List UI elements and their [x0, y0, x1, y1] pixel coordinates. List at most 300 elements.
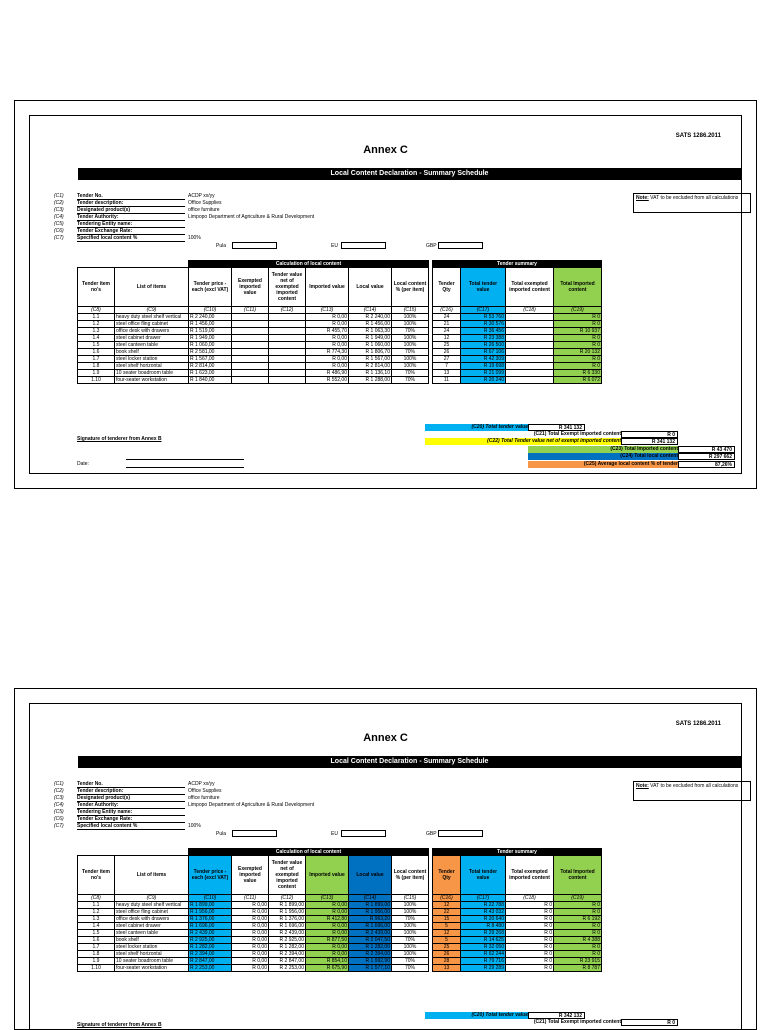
annex-page-2	[14, 688, 757, 1030]
cell-local: R 1 806,70	[349, 349, 392, 356]
header-label: Specified local content %	[77, 823, 138, 829]
cell-pct: 100%	[392, 909, 429, 916]
header-values	[188, 193, 314, 242]
cell-price: R 1 899,00	[189, 902, 232, 909]
col-code: (C19)	[554, 307, 602, 314]
cell-no: 1.7	[78, 356, 115, 363]
cell-timp: R 0	[554, 342, 602, 349]
col-head-totimp: Total Imported content	[554, 856, 602, 895]
col-head-list: List of items	[115, 856, 189, 895]
col-head-price: Tender price - each (excl VAT)	[189, 856, 232, 895]
cell-qty: 15	[433, 916, 461, 923]
cell-imp: R 774,30	[306, 349, 349, 356]
header-code: (C4)	[54, 214, 64, 220]
cell-price: R 2 394,00	[189, 951, 232, 958]
date-line-2	[126, 467, 244, 468]
cell-net: R 2 439,00	[269, 930, 306, 937]
date-label: Date:	[77, 461, 89, 467]
header-code: (C2)	[54, 200, 64, 206]
header-labels	[77, 781, 137, 830]
cell-texempt	[506, 314, 554, 321]
cell-exempt	[232, 335, 269, 342]
cell-exempt	[232, 342, 269, 349]
cell-imp: R 0,00	[306, 951, 349, 958]
header-value: Limpopo Department of Agriculture & Rural Development	[188, 802, 315, 808]
cell-timp: R 6 330	[554, 370, 602, 377]
cell-no: 1.2	[78, 909, 115, 916]
table-row	[78, 909, 602, 916]
header-label: Tender Exchange Rate:	[77, 228, 133, 234]
note-text: VAT to be excluded from all calculations	[648, 783, 739, 789]
header-codes	[54, 781, 64, 830]
cell-total: R 20 240	[461, 377, 506, 384]
cell-pct: 100%	[392, 930, 429, 937]
header-code: (C1)	[54, 781, 64, 787]
cell-item: heavy duty steel shelf vertical	[115, 314, 189, 321]
header-code: (C1)	[54, 193, 64, 199]
cell-price: R 1 840,00	[189, 377, 232, 384]
cell-item: steel locker station	[115, 944, 189, 951]
col-code: (C10)	[189, 307, 232, 314]
cell-timp: R 6 072	[554, 377, 602, 384]
cell-local: R 1 060,00	[349, 342, 392, 349]
cell-local: R 1 567,00	[349, 356, 392, 363]
col-head-localpct: Local content % (per item)	[392, 856, 429, 895]
header-label: Tender No.	[77, 193, 103, 199]
cell-item: book shelf	[115, 349, 189, 356]
cell-pct: 70%	[392, 958, 429, 965]
cell-net	[269, 356, 306, 363]
cell-imp: R 0,00	[306, 356, 349, 363]
cell-no: 1.3	[78, 916, 115, 923]
cell-total: R 20 640	[461, 916, 506, 923]
sats-reference: SATS 1286.2011	[675, 133, 721, 139]
c20-label: (C20) Total tender value	[425, 424, 528, 431]
cell-qty: 12	[433, 930, 461, 937]
c23-value: R 43 470	[678, 446, 735, 453]
cell-texempt	[506, 342, 554, 349]
cell-imp: R 0,00	[306, 321, 349, 328]
cell-pct: 100%	[392, 923, 429, 930]
cell-item: office desk with drawers	[115, 328, 189, 335]
col-head-qty: Tender Qty	[433, 268, 461, 307]
cell-net: R 1 376,00	[269, 916, 306, 923]
cell-qty: 13	[433, 370, 461, 377]
table-row	[78, 965, 602, 972]
col-code: (C16)	[433, 895, 461, 902]
cell-price: R 2 439,00	[189, 930, 232, 937]
cell-local: R 1 696,00	[349, 923, 392, 930]
cell-exempt	[232, 363, 269, 370]
col-head-totexempt: Total exempted imported content	[506, 268, 554, 307]
cell-texempt	[506, 377, 554, 384]
cell-local: R 1 899,00	[349, 902, 392, 909]
cell-exempt: R 0,00	[232, 902, 269, 909]
col-code: (C11)	[232, 307, 269, 314]
col-code: (C19)	[554, 895, 602, 902]
cell-net	[269, 349, 306, 356]
cell-imp: R 0,00	[306, 930, 349, 937]
cell-total: R 14 625	[461, 937, 506, 944]
cell-total: R 8 480	[461, 923, 506, 930]
cell-item: steel locker station	[115, 356, 189, 363]
cell-qty: 5	[433, 923, 461, 930]
cell-timp: R 20 132	[554, 349, 602, 356]
cell-total: R 42 309	[461, 356, 506, 363]
vat-note	[633, 193, 751, 213]
col-code: (C11)	[232, 895, 269, 902]
cell-texempt	[506, 356, 554, 363]
cell-no: 1.10	[78, 965, 115, 972]
table-row	[78, 377, 602, 384]
table-row	[78, 958, 602, 965]
col-head-totimp: Total Imported content	[554, 268, 602, 307]
cell-total: R 29 268	[461, 930, 506, 937]
cell-timp: R 0	[554, 923, 602, 930]
cell-net: R 2 394,00	[269, 951, 306, 958]
cell-qty: 21	[433, 321, 461, 328]
schedule-title-bar: Local Content Declaration - Summary Schedule	[78, 168, 741, 180]
cell-imp: R 486,90	[306, 370, 349, 377]
col-code: (C14)	[349, 307, 392, 314]
cell-local: R 1 456,00	[349, 321, 392, 328]
col-code: (C17)	[461, 895, 506, 902]
cell-item: steel cabinet drawer	[115, 923, 189, 930]
header-values	[188, 781, 314, 830]
cell-no: 1.5	[78, 930, 115, 937]
cell-local: R 1 949,00	[349, 335, 392, 342]
header-label: Tender Authority:	[77, 214, 119, 220]
header-value: ACDP xx/yy	[188, 781, 215, 787]
page-title: Annex C	[363, 144, 408, 156]
header-code: (C7)	[54, 823, 64, 829]
cell-texempt	[506, 363, 554, 370]
cell-qty: 25	[433, 944, 461, 951]
cell-item: 10 seater boadroom table	[115, 370, 189, 377]
cell-imp: R 675,90	[306, 965, 349, 972]
cell-texempt: R 0	[506, 951, 554, 958]
cell-local: R 1 136,10	[349, 370, 392, 377]
header-code: (C3)	[54, 795, 64, 801]
cell-item: steel canteen table	[115, 930, 189, 937]
cell-local: R 1 282,00	[349, 944, 392, 951]
currency-label-gbp: GBP	[426, 243, 437, 249]
cell-net: R 2 847,00	[269, 958, 306, 965]
cell-pct: 100%	[392, 902, 429, 909]
cell-imp: R 0,00	[306, 902, 349, 909]
cell-no: 1.3	[78, 328, 115, 335]
table-row	[78, 944, 602, 951]
currency-field-gbp[interactable]	[438, 242, 483, 249]
cell-imp: R 877,50	[306, 937, 349, 944]
table-row	[78, 321, 602, 328]
cell-pct: 70%	[392, 377, 429, 384]
cell-item: steel office fling cabinet	[115, 321, 189, 328]
col-code: (C17)	[461, 307, 506, 314]
cell-no: 1.8	[78, 363, 115, 370]
col-code: (C13)	[306, 307, 349, 314]
cell-item: 10 seater boadroom table	[115, 958, 189, 965]
cell-item: four-seater workstation	[115, 965, 189, 972]
cell-price: R 2 253,00	[189, 965, 232, 972]
header-label: Tendering Entity name:	[77, 221, 133, 227]
cell-item: heavy duty steel shelf vertical	[115, 902, 189, 909]
header-code: (C5)	[54, 809, 64, 815]
cell-qty: 26	[433, 349, 461, 356]
col-head-list: List of items	[115, 268, 189, 307]
note-label: Note:	[636, 783, 649, 789]
cell-no: 1.9	[78, 958, 115, 965]
cell-local: R 963,20	[349, 916, 392, 923]
col-head-item_no: Tender item no's	[78, 856, 115, 895]
currency-field-eu[interactable]	[341, 830, 386, 837]
signature-label: Signature of tenderer from Annex B	[77, 1022, 162, 1028]
cell-total: R 79 716	[461, 958, 506, 965]
cell-item: book shelf	[115, 937, 189, 944]
col-code: (C8)	[78, 307, 115, 314]
cell-total: R 67 106	[461, 349, 506, 356]
c25-label: (C25) Average local content % of tender	[528, 461, 678, 468]
cell-pct: 100%	[392, 951, 429, 958]
cell-qty: 25	[433, 342, 461, 349]
cell-texempt	[506, 335, 554, 342]
currency-label-eu: EU	[331, 831, 338, 837]
c20-value: R 342 132	[528, 1012, 585, 1019]
cell-exempt: R 0,00	[232, 909, 269, 916]
header-value: 100%	[188, 235, 201, 241]
cell-no: 1.8	[78, 951, 115, 958]
currency-field-pula[interactable]	[232, 830, 277, 837]
cell-price: R 1 696,00	[189, 923, 232, 930]
cell-total: R 36 456	[461, 328, 506, 335]
table-row	[78, 349, 602, 356]
c22-label: (C22) Total Tender value net of exempt imported content	[425, 438, 621, 445]
cell-price: R 1 567,00	[189, 356, 232, 363]
cell-pct: 100%	[392, 363, 429, 370]
cell-exempt	[232, 349, 269, 356]
header-code: (C2)	[54, 788, 64, 794]
cell-texempt: R 0	[506, 930, 554, 937]
cell-net: R 2 925,00	[269, 937, 306, 944]
header-codes	[54, 193, 64, 242]
date-line	[126, 459, 244, 460]
header-code: (C6)	[54, 228, 64, 234]
schedule-title-bar: Local Content Declaration - Summary Schedule	[78, 756, 741, 768]
cell-local: R 2 047,50	[349, 937, 392, 944]
currency-field-gbp[interactable]	[438, 830, 483, 837]
cell-no: 1.6	[78, 349, 115, 356]
cell-total: R 62 244	[461, 951, 506, 958]
cell-no: 1.7	[78, 944, 115, 951]
cell-item: steel cabinet drawer	[115, 335, 189, 342]
col-code: (C12)	[269, 307, 306, 314]
table-row	[78, 342, 602, 349]
cell-imp: R 552,00	[306, 377, 349, 384]
cell-local: R 1 577,10	[349, 965, 392, 972]
cell-texempt: R 0	[506, 965, 554, 972]
spacer	[78, 261, 189, 268]
col-code: (C9)	[115, 895, 189, 902]
cell-pct: 70%	[392, 965, 429, 972]
table-row	[78, 930, 602, 937]
c21-value: R 0	[621, 431, 678, 438]
cell-texempt: R 0	[506, 958, 554, 965]
cell-imp: R 0,00	[306, 944, 349, 951]
table-row	[78, 370, 602, 377]
cell-imp: R 854,10	[306, 958, 349, 965]
sats-reference: SATS 1286.2011	[675, 721, 721, 727]
cell-timp: R 0	[554, 902, 602, 909]
items-table	[77, 848, 602, 972]
col-code: (C13)	[306, 895, 349, 902]
col-head-total: Total tender value	[461, 856, 506, 895]
col-code: (C15)	[392, 307, 429, 314]
cell-pct: 70%	[392, 349, 429, 356]
cell-price: R 1 956,00	[189, 909, 232, 916]
cell-price: R 2 847,00	[189, 958, 232, 965]
cell-timp: R 10 937	[554, 328, 602, 335]
cell-timp: R 4 388	[554, 937, 602, 944]
spacer	[78, 849, 189, 856]
cell-pct: 100%	[392, 356, 429, 363]
page-frame	[29, 703, 742, 1029]
currency-field-pula[interactable]	[232, 242, 277, 249]
c20-label: (C20) Total tender value	[425, 1012, 528, 1019]
cell-no: 1.10	[78, 377, 115, 384]
cell-pct: 100%	[392, 342, 429, 349]
cell-timp: R 23 915	[554, 958, 602, 965]
col-head-totexempt: Total exempted imported content	[506, 856, 554, 895]
cell-no: 1.6	[78, 937, 115, 944]
cell-timp: R 0	[554, 314, 602, 321]
header-label: Tender description:	[77, 788, 124, 794]
cell-timp: R 0	[554, 356, 602, 363]
cell-texempt	[506, 321, 554, 328]
cell-timp: R 0	[554, 363, 602, 370]
header-value	[188, 228, 314, 235]
c20-value: R 341 132	[528, 424, 585, 431]
currency-field-eu[interactable]	[341, 242, 386, 249]
cell-imp: R 412,80	[306, 916, 349, 923]
table-row	[78, 328, 602, 335]
col-head-qty: Tender Qty	[433, 856, 461, 895]
cell-total: R 30 576	[461, 321, 506, 328]
header-value: office furniture	[188, 795, 220, 801]
cell-net	[269, 335, 306, 342]
cell-no: 1.5	[78, 342, 115, 349]
c21-value: R 0	[621, 1019, 678, 1026]
cell-qty: 11	[433, 377, 461, 384]
cell-no: 1.2	[78, 321, 115, 328]
cell-price: R 2 814,00	[189, 363, 232, 370]
header-value: Limpopo Department of Agriculture & Rural Development	[188, 214, 315, 220]
cell-price: R 1 060,00	[189, 342, 232, 349]
col-head-imported: Imported value	[306, 268, 349, 307]
cell-qty: 26	[433, 951, 461, 958]
cell-exempt: R 0,00	[232, 944, 269, 951]
cell-total: R 53 760	[461, 314, 506, 321]
header-label: Designated product(s)	[77, 207, 131, 213]
cell-exempt	[232, 377, 269, 384]
cell-pct: 70%	[392, 370, 429, 377]
cell-imp: R 0,00	[306, 909, 349, 916]
header-value	[188, 816, 314, 823]
cell-imp: R 0,00	[306, 923, 349, 930]
cell-exempt: R 0,00	[232, 916, 269, 923]
cell-exempt	[232, 356, 269, 363]
cell-qty: 22	[433, 909, 461, 916]
cell-qty: 27	[433, 356, 461, 363]
cell-texempt: R 0	[506, 909, 554, 916]
cell-exempt	[232, 370, 269, 377]
cell-texempt	[506, 349, 554, 356]
cell-pct: 70%	[392, 328, 429, 335]
cell-total: R 19 698	[461, 363, 506, 370]
cell-net: R 2 253,00	[269, 965, 306, 972]
cell-price: R 2 581,00	[189, 349, 232, 356]
cell-item: steel shelf horizontal	[115, 363, 189, 370]
cell-texempt	[506, 328, 554, 335]
cell-exempt: R 0,00	[232, 951, 269, 958]
table-row	[78, 916, 602, 923]
c24-label: (C24) Total local content	[528, 453, 678, 460]
cell-net	[269, 314, 306, 321]
cell-exempt: R 0,00	[232, 923, 269, 930]
cell-total: R 32 050	[461, 944, 506, 951]
cell-net	[269, 342, 306, 349]
header-value: ACDP xx/yy	[188, 193, 215, 199]
cell-timp: R 0	[554, 335, 602, 342]
cell-qty: 12	[433, 335, 461, 342]
cell-price: R 2 240,00	[189, 314, 232, 321]
cell-price: R 1 519,00	[189, 328, 232, 335]
cell-qty: 24	[433, 314, 461, 321]
items-table	[77, 260, 602, 384]
table-row	[78, 335, 602, 342]
header-code: (C3)	[54, 207, 64, 213]
cell-pct: 100%	[392, 321, 429, 328]
header-code: (C5)	[54, 221, 64, 227]
cell-exempt: R 0,00	[232, 930, 269, 937]
col-code: (C18)	[506, 895, 554, 902]
cell-exempt: R 0,00	[232, 965, 269, 972]
cell-no: 1.1	[78, 314, 115, 321]
table-row	[78, 356, 602, 363]
col-code: (C18)	[506, 307, 554, 314]
header-code: (C7)	[54, 235, 64, 241]
cell-exempt: R 0,00	[232, 958, 269, 965]
cell-total: R 29 289	[461, 965, 506, 972]
cell-total: R 22 788	[461, 902, 506, 909]
col-code: (C16)	[433, 307, 461, 314]
col-head-localpct: Local content % (per item)	[392, 268, 429, 307]
table-row	[78, 314, 602, 321]
table-row	[78, 937, 602, 944]
signature-label: Signature of tenderer from Annex B	[77, 436, 162, 442]
header-value: 100%	[188, 823, 201, 829]
cell-timp: R 0	[554, 909, 602, 916]
cell-texempt: R 0	[506, 944, 554, 951]
cell-price: R 1 949,00	[189, 335, 232, 342]
col-head-imported: Imported value	[306, 856, 349, 895]
col-head-net: Tender value net of exempted imported content	[269, 268, 306, 307]
cell-pct: 100%	[392, 944, 429, 951]
cell-texempt: R 0	[506, 937, 554, 944]
cell-local: R 2 439,00	[349, 930, 392, 937]
col-head-item_no: Tender item no's	[78, 268, 115, 307]
cell-price: R 1 456,00	[189, 321, 232, 328]
vat-note	[633, 781, 751, 801]
